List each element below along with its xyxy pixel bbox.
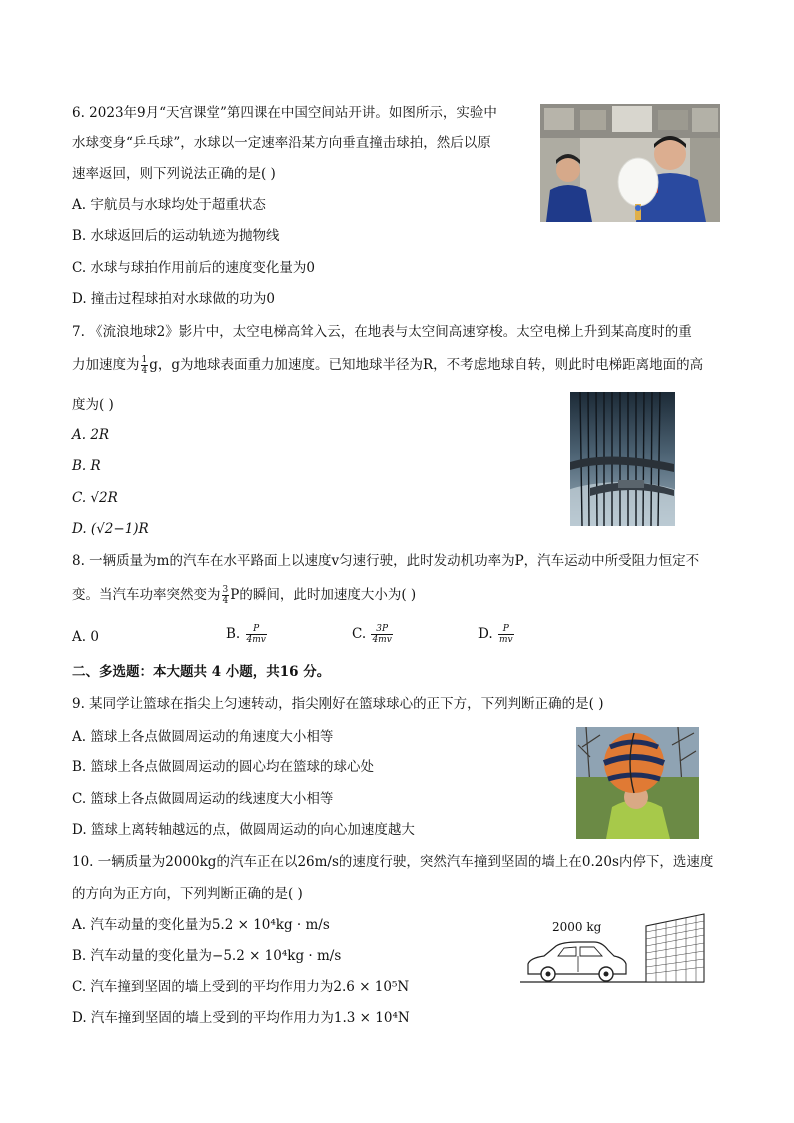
space-station-photo (540, 104, 720, 222)
q7-line1: 7. 《流浪地球2》影片中，太空电梯高耸入云，在地表与太空间高速穿梭。太空电梯上升到某高度时的重 (72, 324, 692, 340)
q8-option-d-num: P (498, 624, 514, 635)
q8-option-d-fraction (498, 624, 514, 645)
q8-option-c (352, 624, 394, 645)
q10-line2: 的方向为正方向，下列判断正确的是( ) (72, 886, 303, 902)
car-wall-figure (518, 912, 710, 996)
q10-option-a: A. 汽车动量的变化量为5.2 × 10⁴kg · m/s (72, 917, 330, 933)
q8-option-b-label: B. (226, 626, 241, 642)
q8-line2-post: P的瞬间，此时加速度大小为( ) (230, 587, 417, 603)
section-heading-multiple-choice: 二、多选题：本大题共 4 小题，共16 分。 (72, 664, 331, 680)
q6-option-a: A. 宇航员与水球均处于超重状态 (72, 197, 266, 213)
q8-option-c-den: 4mv (372, 635, 392, 645)
basketball-spin-photo (576, 727, 699, 839)
q8-option-b-fraction (246, 624, 267, 645)
q7-line3: 度为( ) (72, 397, 114, 413)
q7-option-c: C. √2R (72, 490, 118, 506)
q8-option-c-fraction (371, 624, 392, 645)
q7-option-b: B. R (72, 458, 101, 474)
q8-fraction-num: 3 (222, 585, 229, 595)
q10-option-b: B. 汽车动量的变化量为−5.2 × 10⁴kg · m/s (72, 948, 342, 964)
q8-option-b-num: P (246, 624, 267, 635)
q8-option-c-label: C. (352, 626, 367, 642)
q8-option-c-num: 3P (371, 624, 392, 635)
q8-line2-pre: 变。当汽车功率突然变为 (72, 587, 221, 603)
q6-option-b: B. 水球返回后的运动轨迹为抛物线 (72, 228, 280, 244)
q9-option-c: C. 篮球上各点做圆周运动的线速度大小相等 (72, 791, 334, 807)
q8-line1: 8. 一辆质量为m的汽车在水平路面上以速度v匀速行驶，此时发动机功率为P，汽车运动中所受阻力恒定不 (72, 553, 700, 569)
q7-line2-pre: 力加速度为 (72, 357, 140, 373)
car-mass-label: 2000 kg (552, 920, 602, 934)
q7-fraction-num: 1 (141, 355, 148, 365)
q6-line2: 水球变身“乒乓球”，水球以一定速率沿某方向垂直撞击球拍，然后以原 (72, 135, 491, 151)
q7-fraction (141, 355, 149, 376)
q8-option-d (478, 624, 515, 645)
q9-line1: 9. 某同学让篮球在指尖上匀速转动，指尖刚好在篮球球心的正下方，下列判断正确的是( ) (72, 696, 604, 712)
q10-line1: 10. 一辆质量为2000kg的汽车正在以26m/s的速度行驶，突然汽车撞到坚固的墙上在0.20s内停下，选速度 (72, 854, 714, 870)
q8-line2 (72, 585, 416, 606)
q7-line2-post: g，g为地球表面重力加速度。已知地球半径为R，不考虑地球自转，则此时电梯距离地面的高 (149, 357, 704, 373)
q6-option-c: C. 水球与球拍作用前后的速度变化量为0 (72, 260, 316, 276)
q7-option-d: D. (√2−1)R (72, 521, 149, 537)
q9-option-d: D. 篮球上离转轴越远的点，做圆周运动的向心加速度越大 (72, 822, 415, 838)
q6-line3: 速率返回，则下列说法正确的是( ) (72, 166, 276, 182)
q8-option-a: A. 0 (72, 629, 99, 645)
q7-fraction-den: 4 (141, 366, 148, 376)
q10-option-c: C. 汽车撞到坚固的墙上受到的平均作用力为2.6 × 10⁵N (72, 979, 410, 995)
q8-fraction (222, 585, 230, 606)
q7-line2 (72, 355, 703, 376)
q7-option-a: A. 2R (72, 427, 110, 443)
q8-fraction-den: 4 (222, 596, 229, 606)
q6-line1: 6. 2023年9月“天宫课堂”第四课在中国空间站开讲。如图所示，实验中 (72, 105, 497, 121)
q9-option-b: B. 篮球上各点做圆周运动的圆心均在篮球的球心处 (72, 759, 375, 775)
q8-option-d-label: D. (478, 626, 493, 642)
q9-option-a: A. 篮球上各点做圆周运动的角速度大小相等 (72, 729, 334, 745)
q6-option-d: D. 撞击过程球拍对水球做的功为0 (72, 291, 276, 307)
q10-option-d: D. 汽车撞到坚固的墙上受到的平均作用力为1.3 × 10⁴N (72, 1010, 410, 1026)
q8-option-d-den: mv (498, 635, 513, 645)
q8-option-b-den: 4mv (246, 635, 266, 645)
space-elevator-photo (570, 392, 675, 526)
q8-option-b (226, 624, 268, 645)
